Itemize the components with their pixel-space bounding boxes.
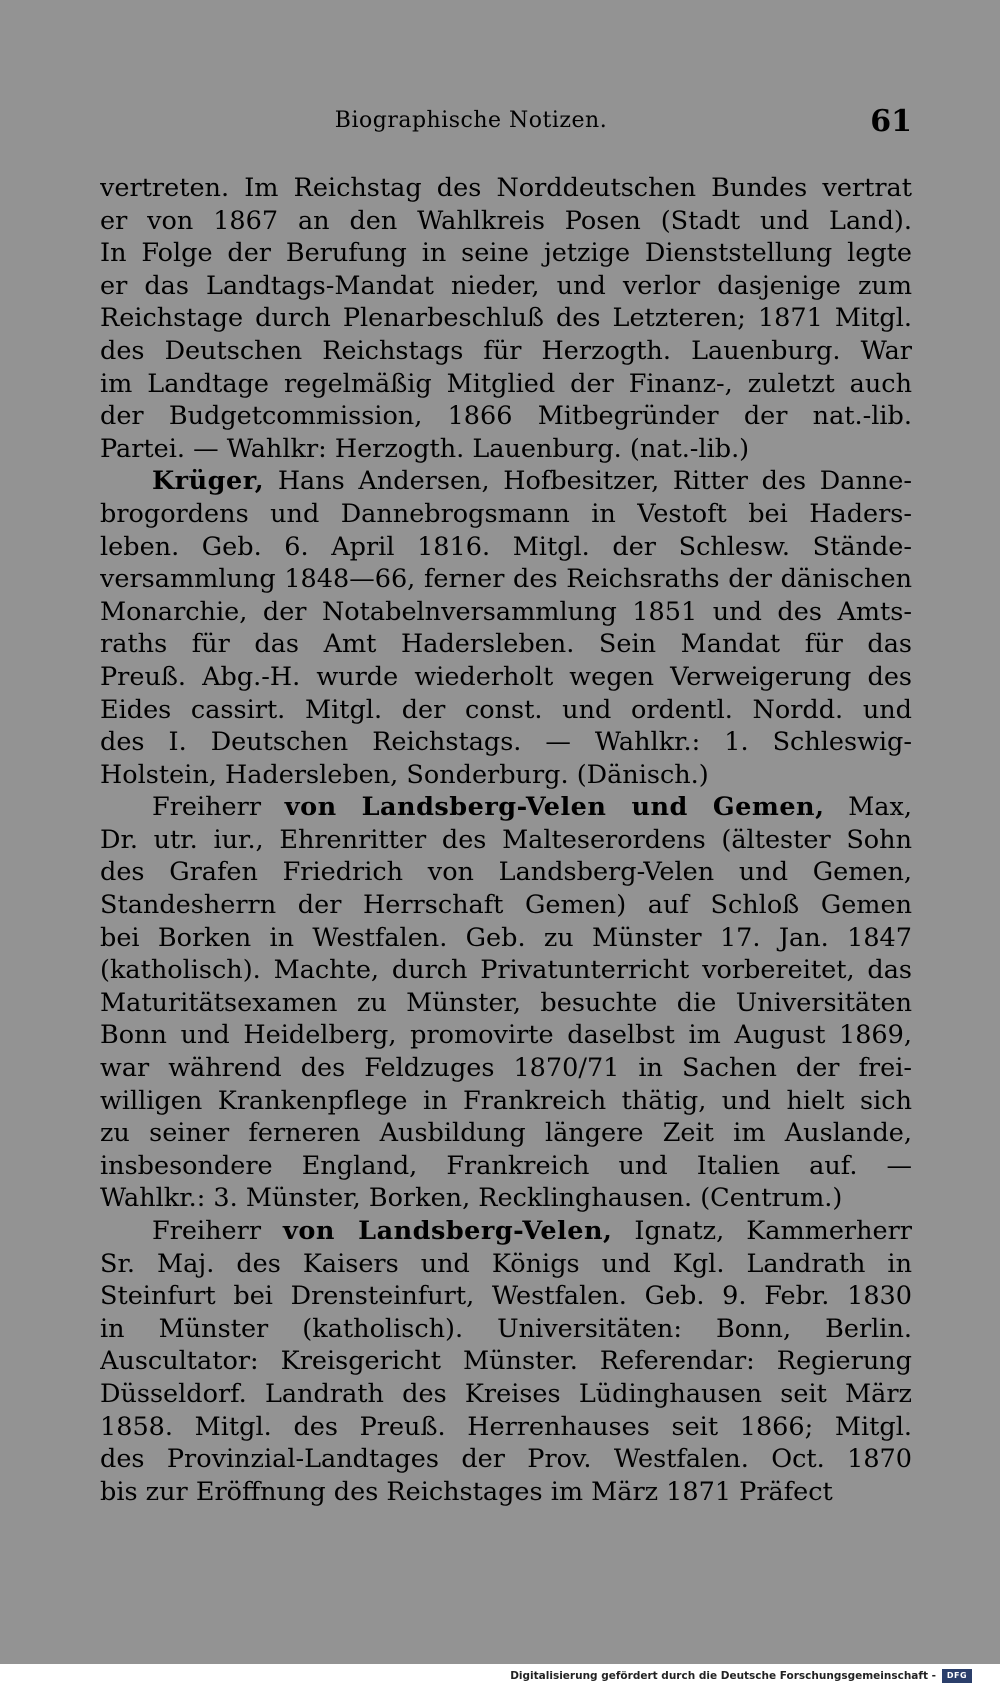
line-text: Ignatz, Kammerherr bbox=[612, 1216, 912, 1246]
line-text: Steinfurt bei Drensteinfurt, Westfalen. Geb. 9. Febr. 1830 bbox=[100, 1281, 912, 1312]
line-text: Sr. Maj. des Kaisers und Königs und Kgl. Landrath in bbox=[100, 1248, 912, 1279]
text-line bbox=[100, 498, 912, 531]
text-line bbox=[100, 1476, 912, 1509]
line-text: des Grafen Friedrich von Landsberg-Velen und Gemen, bbox=[100, 857, 912, 888]
line-text: vertreten. Im Reichstag des Norddeutschen Bundes vertrat bbox=[100, 173, 912, 203]
line-text: willigen Krankenpflege in Frankreich thätig, und hielt sich bbox=[100, 1085, 912, 1116]
text-line bbox=[100, 661, 912, 694]
line-text: zu seiner ferneren Ausbildung längere Zeit im Auslande, bbox=[100, 1118, 912, 1149]
text-line bbox=[100, 1443, 912, 1476]
text-line bbox=[100, 400, 912, 433]
text-line bbox=[100, 1117, 912, 1150]
text-line bbox=[100, 335, 912, 368]
line-text: im Landtage regelmäßig Mitglied der Finanz-, zuletzt auch bbox=[100, 368, 912, 399]
line-text: Holstein, Hadersleben, Sonderburg. (Dänisch.) bbox=[100, 759, 709, 790]
line-text: Düsseldorf. Landrath des Kreises Lüdinghausen seit März bbox=[100, 1378, 912, 1409]
entry-title-prefix: Freiherr bbox=[152, 792, 285, 823]
line-text: brogordens und Dannebrogsmann in Vestoft bei Haders- bbox=[100, 498, 912, 529]
line-text: des Provinzial-Landtages der Prov. Westfalen. Oct. 1870 bbox=[100, 1444, 912, 1475]
text-line bbox=[100, 726, 912, 759]
text-line bbox=[100, 1215, 912, 1248]
text-line bbox=[100, 1378, 912, 1411]
line-text: er das Landtags-Mandat nieder, und verlor dasjenige zum bbox=[100, 270, 912, 301]
line-text: Preuß. Abg.-H. wurde wiederholt wegen Verweigerung des bbox=[100, 661, 912, 692]
text-line bbox=[100, 628, 912, 661]
line-text: 1858. Mitgl. des Preuß. Herrenhauses seit 1866; Mitgl. bbox=[100, 1411, 912, 1442]
line-text: Auscultator: Kreisgericht Münster. Referendar: Regierung bbox=[100, 1346, 912, 1377]
text-line bbox=[100, 302, 912, 335]
text-line bbox=[100, 1411, 912, 1444]
text-line bbox=[100, 987, 912, 1020]
text-line bbox=[100, 205, 912, 238]
line-text: (katholisch). Machte, durch Privatunterricht vorbereitet, das bbox=[100, 955, 912, 986]
running-head: Biographische Notizen. bbox=[334, 108, 608, 133]
line-text: Standesherrn der Herrschaft Gemen) auf Schloß Gemen bbox=[100, 890, 912, 921]
text-line bbox=[100, 889, 912, 922]
text-line bbox=[100, 1248, 912, 1281]
text-body bbox=[100, 172, 912, 1508]
text-line bbox=[100, 759, 912, 792]
line-text: Eides cassirt. Mitgl. der const. und ordentl. Nordd. und bbox=[100, 694, 912, 725]
text-line bbox=[100, 824, 912, 857]
line-text: des I. Deutschen Reichstags. — Wahlkr.: 1. Schleswig- bbox=[100, 727, 912, 758]
entry-surname: Krüger, bbox=[152, 466, 265, 497]
line-text: versammlung 1848—66, ferner des Reichsraths der dänischen bbox=[100, 564, 912, 595]
page-number: 61 bbox=[870, 104, 912, 139]
line-text: Maturitätsexamen zu Münster, besuchte die Universitäten bbox=[100, 987, 912, 1018]
text-line bbox=[100, 791, 912, 824]
text-line bbox=[100, 172, 912, 205]
line-text: bis zur Eröffnung des Reichstages im März 1871 Präfect bbox=[100, 1476, 833, 1507]
text-line bbox=[100, 1280, 912, 1313]
text-line bbox=[100, 954, 912, 987]
entry-title-prefix: Freiherr bbox=[152, 1216, 284, 1246]
line-text: insbesondere England, Frankreich und Italien auf. — bbox=[100, 1150, 912, 1181]
text-line bbox=[100, 1182, 912, 1215]
text-line bbox=[100, 563, 912, 596]
dfg-logo: DFG bbox=[942, 1669, 972, 1683]
text-line bbox=[100, 1085, 912, 1118]
text-line bbox=[100, 856, 912, 889]
line-text: Monarchie, der Notabelnversammlung 1851 und des Amts- bbox=[100, 596, 912, 627]
line-text: Wahlkr.: 3. Münster, Borken, Recklinghausen. (Centrum.) bbox=[100, 1183, 843, 1214]
text-line bbox=[100, 1313, 912, 1346]
text-line bbox=[100, 368, 912, 401]
text-line bbox=[100, 531, 912, 564]
text-line bbox=[100, 1150, 912, 1183]
text-line bbox=[100, 1019, 912, 1052]
text-line bbox=[100, 433, 912, 466]
line-text: er von 1867 an den Wahlkreis Posen (Stadt und Land). bbox=[100, 205, 912, 236]
line-text: Reichstage durch Plenarbeschluß des Letzteren; 1871 Mitgl. bbox=[100, 303, 912, 334]
line-text: Bonn und Heidelberg, promovirte daselbst im August 1869, bbox=[100, 1020, 912, 1051]
line-text: der Budgetcommission, 1866 Mitbegründer der nat.-lib. bbox=[100, 401, 912, 432]
page-header bbox=[100, 104, 912, 140]
text-line bbox=[100, 270, 912, 303]
text-line bbox=[100, 237, 912, 270]
text-line bbox=[100, 1345, 912, 1378]
line-text: bei Borken in Westfalen. Geb. zu Münster 17. Jan. 1847 bbox=[100, 922, 912, 953]
text-line bbox=[100, 1052, 912, 1085]
line-text: Max, bbox=[824, 792, 912, 823]
text-line bbox=[100, 694, 912, 727]
line-text: raths für das Amt Hadersleben. Sein Mandat für das bbox=[100, 629, 912, 660]
text-line bbox=[100, 596, 912, 629]
line-text: Partei. — Wahlkr: Herzogth. Lauenburg. (nat.-lib.) bbox=[100, 433, 750, 464]
line-text: Dr. utr. iur., Ehrenritter des Malteserordens (ältester Sohn bbox=[100, 824, 912, 855]
line-text: des Deutschen Reichstags für Herzogth. Lauenburg. War bbox=[100, 335, 912, 366]
line-text: in Münster (katholisch). Universitäten: Bonn, Berlin. bbox=[100, 1313, 912, 1344]
text-line bbox=[100, 465, 912, 498]
line-text: Hans Andersen, Hofbesitzer, Ritter des Danne- bbox=[264, 466, 912, 497]
entry-surname: von Landsberg-Velen und Gemen, bbox=[284, 792, 825, 823]
line-text: In Folge der Berufung in seine jetzige Dienststellung legte bbox=[100, 238, 912, 269]
line-text: leben. Geb. 6. April 1816. Mitgl. der Schlesw. Stände- bbox=[100, 531, 912, 562]
footer bbox=[510, 1668, 972, 1684]
text-line bbox=[100, 922, 912, 955]
footer-credit: Digitalisierung gefördert durch die Deutsche Forschungsgemeinschaft - bbox=[510, 1670, 936, 1682]
line-text: war während des Feldzuges 1870/71 in Sachen der frei- bbox=[100, 1053, 912, 1084]
entry-surname: von Landsberg-Velen, bbox=[283, 1216, 613, 1246]
